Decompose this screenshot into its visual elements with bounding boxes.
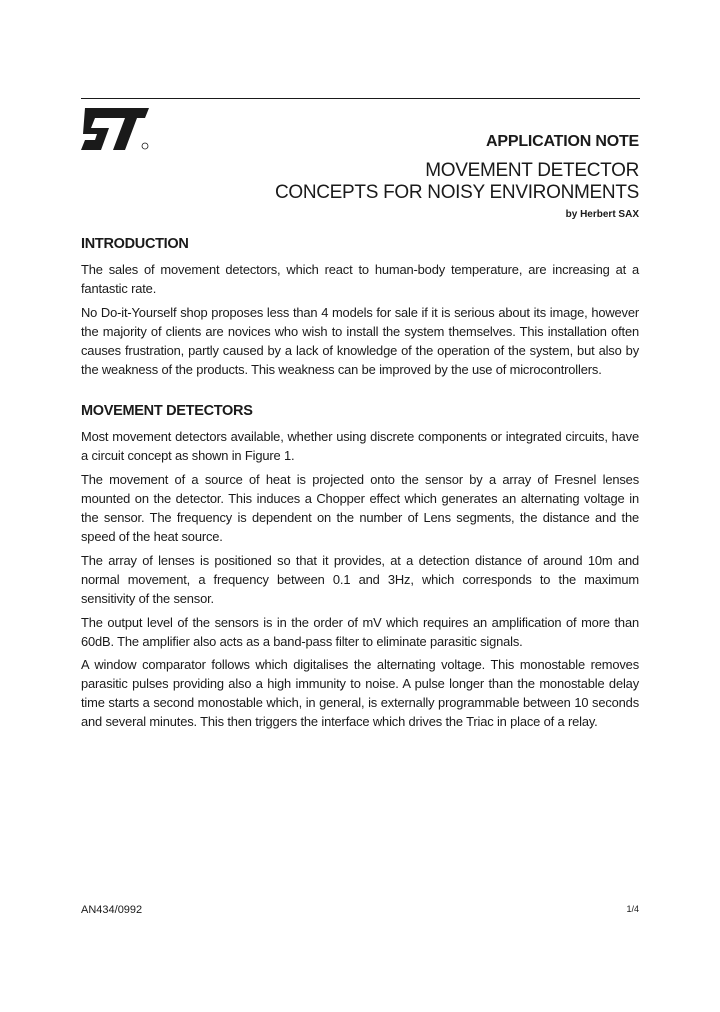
paragraph: The sales of movement detectors, which react to human-body temperature, are increasing at a fantastic rate.: [81, 262, 639, 296]
paragraph: The movement of a source of heat is projected onto the sensor by a array of Fresnel lenses mounted on the detector. This induces a Chopper effect which generates an alternating voltage in the sensor. The frequency is dependent on the number of Lens segments, the distance and the speed of the heat source.: [81, 472, 639, 544]
st-logo: [81, 106, 151, 152]
paragraph: Most movement detectors available, whether using discrete components or integrated circuits, have a circuit concept as shown in Figure 1.: [81, 429, 639, 464]
title-line-2: CONCEPTS FOR NOISY ENVIRONMENTS: [274, 182, 639, 203]
paragraph: The array of lenses is positioned so that it provides, at a detection distance of around 10m and normal movement, a frequency between 0.1 and 3Hz, which corresponds to the maximum sensitivity of the sensor.: [81, 552, 639, 606]
paragraph: No Do-it-Yourself shop proposes less than 4 models for sale if it is serious about its image, however the majority of clients are novices who wish to install the system themselves. This installation often causes frustration, partly caused by a lack of knowledge of the operation of the system, but also by the weakness of the products. This weakness can be improved by the use of microcontrollers.: [81, 304, 639, 377]
title-line-1: MOVEMENT DETECTOR: [425, 160, 639, 181]
paragraph: The output level of the sensors is in the order of mV which requires an amplification of more than 60dB. The amplifier also acts as a band-pass filter to eliminate parasitic signals.: [81, 614, 639, 649]
section-heading-movement-detectors: MOVEMENT DETECTORS: [81, 403, 253, 420]
author-credit: by Herbert SAX: [565, 209, 639, 220]
header-rule: [81, 98, 640, 99]
footer-page-number: 1/4: [626, 904, 639, 914]
section-heading-introduction: INTRODUCTION: [81, 236, 189, 252]
doc-type-label: APPLICATION NOTE: [486, 133, 639, 150]
body-content: [81, 236, 639, 737]
footer-doc-code: AN434/0992: [81, 904, 143, 916]
paragraph: A window comparator follows which digitalises the alternating voltage. This monostable removes parasitic pulses providing also a high immunity to noise. A pulse longer than the monostable delay time starts a second monostable which, in general, is externally programmable between 10 seconds and several minutes. This then triggers the interface which drives the Triac in place of a relay.: [81, 657, 639, 730]
